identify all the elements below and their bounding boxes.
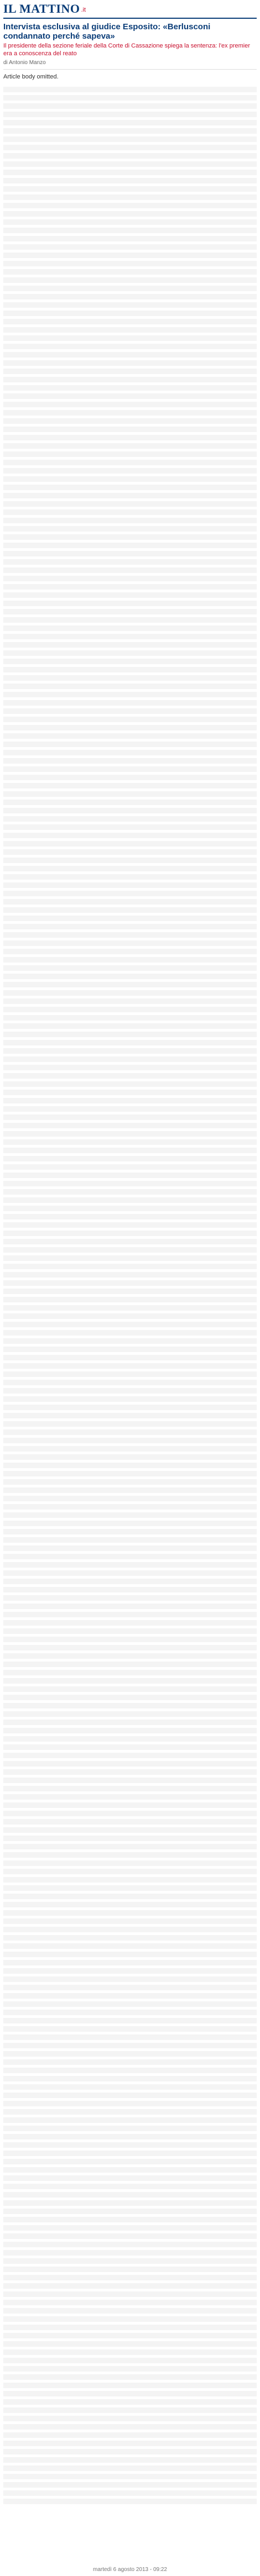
article-byline: di Antonio Manzo: [3, 60, 46, 66]
article-body: [3, 69, 257, 2507]
article-body-placeholder: [3, 87, 257, 2507]
article-body-note: Article body omitted.: [3, 73, 59, 80]
article-headline: Intervista esclusiva al giudice Esposito: «Berlusconi condannato perché sapeva»: [3, 22, 211, 41]
site-logo-suffix: .it: [81, 7, 86, 13]
masthead: [3, 0, 257, 19]
footer-date: martedì 6 agosto 2013 - 09:22: [93, 2567, 167, 2573]
site-logo[interactable]: IL MATTINO: [3, 2, 80, 15]
article-subhead: Il presidente della sezione feriale della Corte di Cassazione spiega la sentenza: l'ex premier era a conoscenza del reato: [3, 43, 251, 57]
